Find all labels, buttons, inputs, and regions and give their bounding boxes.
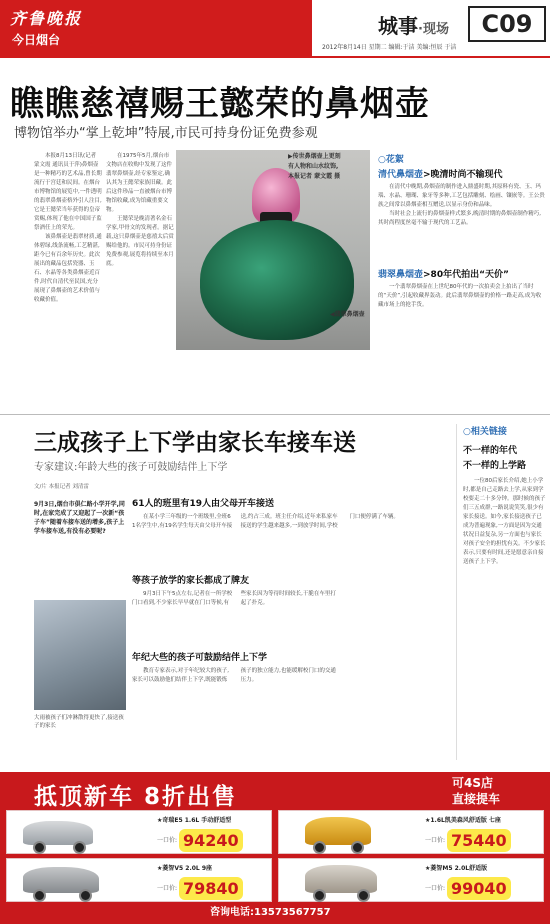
section-title [378,10,449,39]
sidebar-subhead-2: 翡翠鼻烟壶>80年代拍出“天价” [378,270,509,280]
sidebar-tag: ○花絮 [378,155,404,165]
paragraph: 在1975年5月,烟台市文物店在收购中发现了这件翡翠鼻烟壶,经专家鉴定,确认其为王懿荣家族旧藏。此后这件珍品一直被烟台市博物馆收藏,成为馆藏重要文物。 [106,153,173,213]
paragraph: 王懿荣是晚清著名金石学家,甲骨文的发现者。据记载,这只鼻烟壶是慈禧太后赏赐给他的。市民可持身份证免费参观,展览将持续至本月底。 [106,216,174,267]
sidebar-subhead-1: 清代鼻烟壶>晚清时尚不输现代 [378,170,503,180]
paragraph: 该鼻烟壶是翡翠材质,通体碧绿,线条流畅,工艺精湛,距今已有百余年历史。此次展出的藏品包括瓷器、玉石、水晶等各类鼻烟壶近百件,时代自清代至民国,充分展现了鼻烟壶的艺术价值与收藏价值。 [34,234,102,303]
ad-phone[interactable]: 咨询电话:13573567757 [210,907,331,918]
sidebar-notes [378,152,546,410]
photo-caption: ▶传世鼻烟壶上更刻有人物和山水纹饰,本报记者 蒙文霞 摄 [288,153,341,180]
ad-tagline-2: 直接提车 [452,792,501,806]
wheel-icon [79,889,92,902]
page-number: C09 [468,6,546,42]
subheadline-2: 专家建议:年龄大些的孩子可鼓励结伴上下学 [34,462,228,473]
headline: 瞧瞧慈禧赐王懿荣的鼻烟壶 [10,84,430,124]
edition-label: 今日烟台 [12,33,61,47]
car-listing[interactable] [278,810,544,854]
car-price: 94240 [179,829,243,852]
price-prefix: 一口价: [425,837,446,844]
section-head: 年纪大些的孩子可鼓励结伴上下学 [132,653,268,663]
dateline: 2012年8月14日 星期二 编辑:于洁 美编:恒辰 于洁 [322,44,457,51]
wheel-icon [73,841,86,854]
divider [0,56,550,58]
wheel-icon [33,889,46,902]
related-text: 一位80后家长介绍,她上小学时,都是自己走路去上学,从家到学校要走二十多分钟。那时候的孩子们三五成群,一路说说笑笑,很少有家长接送。如今,家长接送孩子已成为普遍现象,一方面是因为交通状况日益复杂,另一方面也与家长对孩子安全的担忧有关。不少家长表示,只要有时间,还是愿意亲自接送孩子上下学。 [463,478,546,565]
byline: 文/片 本报记者 刘清雷 [34,484,89,490]
car-listing[interactable] [6,858,272,902]
car-price: 99040 [447,877,511,900]
ad-tagline-1: 可4S店 [452,776,493,790]
photo-caption-2: 大雨被孩子们冲淋散得更快了,接送孩子的家长 [34,715,124,729]
car-listing[interactable] [278,858,544,902]
related-link-box [456,424,546,760]
section-text: 教育专家表示,对于年纪较大的孩子,家长可以鼓励他们结伴上下学,既能锻炼孩子的独立能力,也能缓解校门口的交通压力。 [132,668,336,683]
parents-waiting-photo [34,600,126,710]
section-text: 9月3日下午5点左右,记者在一所学校门口看到,不少家长早早就在门口等候,有些家长因为等待时间较长,干脆在车里打起了扑克。 [132,591,336,606]
car-price: 75440 [447,829,511,852]
price-prefix: 一口价: [157,837,178,844]
section-head: 等孩子放学的家长都成了牌友 [132,576,250,586]
price-prefix: 一口价: [425,885,446,892]
wheel-icon [33,841,46,854]
lead-text: 9月3日,烟台市俱仁路小学开学,同时,在家完成了又迎起了一次新“孩子车”随着车接车送的增多,孩子上学车接车送,有没有必要呢? [34,501,125,535]
article-column-2 [106,152,174,410]
article-column-1 [34,152,102,410]
sidebar-text-1: 在清代中晚期,鼻烟壶的制作进入鼎盛时期,其原料有瓷、玉、玛瑙、水晶、珊瑚、象牙等多种,工艺包括雕刻、绘画、镶嵌等。王公贵族之间常以鼻烟壶相互赠送,以显示身份和品味。 当时社会上流行的鼻烟壶样式繁多,晚清时期的鼻烟壶制作精巧,其时尚程度丝毫不输于现代的工艺品。 [378,184,545,226]
related-title-1: 不一样的年代 [463,446,518,456]
newspaper-logo: 齐鲁晚报 [10,9,83,28]
car-name: ★菱智M5 2.0L舒适版 [425,865,488,872]
section-text: 在某小学三年级的一个班级里,全班61名学生中,有19名学生每天由父母开车接送,约占三成。班主任介绍,近年来私家车接送的学生越来越多,一到放学时间,学校门口便停满了车辆。 [132,514,399,529]
section-name: 城事 [378,14,418,38]
car-name: ★菱智V5 2.0L 9座 [157,865,213,872]
article-body-2 [132,496,450,764]
price-prefix: 一口价: [157,885,178,892]
related-title-2: 不一样的上学路 [463,461,527,471]
car-name: ★奇瑞E5 1.6L 手动舒适型 [157,817,232,824]
wheel-icon [313,841,326,854]
subheadline: 博物馆举办“掌上乾坤”特展,市民可持身份证免费参观 [14,126,318,141]
car-name: ★1.6L凯美森风舒适版 七座 [425,817,501,824]
wheel-icon [357,889,370,902]
car-price: 79840 [179,877,243,900]
car-listing[interactable] [6,810,272,854]
paragraph: 本报8月13日讯(记者 蒙文霞 通讯员于萍)鼻烟壶是一种精巧的艺术品,曾长期流行于宫廷和民间。在烟台市博物馆的展览中,一件透明的翡翠鼻烟壶格外引人注目,它是王懿荣当年获得的皇帝赏赐,体现了他在中国国子监祭酒任上的荣光。 [34,153,102,231]
car-image [305,817,371,845]
section-sub: ·现场 [418,22,449,37]
wheel-icon [351,841,364,854]
sidebar-text-2: 一个翡翠鼻烟壶在上世纪80年代的一次拍卖会上拍出了当时的“天价”,引起收藏界轰动。此后翡翠鼻烟壶的价格一路走高,成为收藏市场上的抢手货。 [378,284,542,308]
bottle-caption: ◀翡翠鼻烟壶 [330,311,365,318]
masthead-bar [0,0,312,56]
section-head: 61人的班里有19人由父母开车接送 [132,499,275,509]
wheel-icon [313,889,326,902]
headline-2: 三成孩子上下学由家长车接车送 [34,430,356,456]
related-tag: ○相关链接 [463,427,507,437]
ad-headline: 抵顶新车 8折出售 [34,784,238,810]
divider [0,414,550,415]
